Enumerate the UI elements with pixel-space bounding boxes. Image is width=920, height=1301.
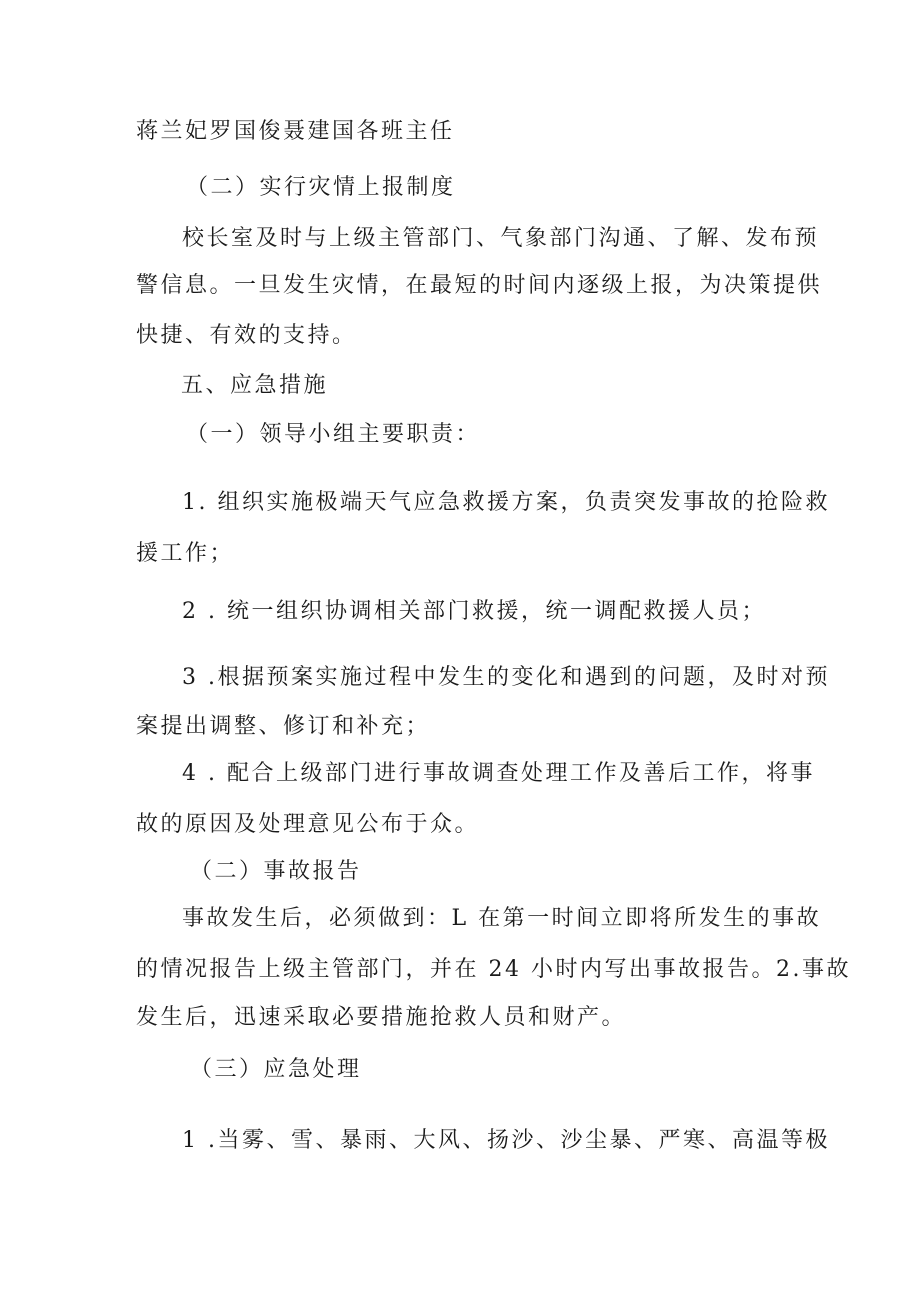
subsection-heading-emergency-handling: （三）应急处理 xyxy=(190,1057,362,1082)
list-item-line: 2 . 统一组织协调相关部门救援，统一调配救援人员； xyxy=(182,599,766,624)
subsection-heading-accident-report: （二）事故报告 xyxy=(190,859,362,884)
list-item-line: 援工作； xyxy=(136,541,235,566)
paragraph-line: 发生后，迅速采取必要措施抢救人员和财产。 xyxy=(136,1005,627,1030)
paragraph-line: 校长室及时与上级主管部门、气象部门沟通、了解、发布预 xyxy=(182,226,820,251)
list-item-line: 故的原因及处理意见公布于众。 xyxy=(136,812,480,837)
section-heading-disaster-reporting: （二）实行灾情上报制度 xyxy=(186,175,456,200)
section-heading-emergency-measures: 五、应急措施 xyxy=(181,373,329,398)
list-item-line: 1 .当雾、雪、暴雨、大风、扬沙、沙尘暴、严寒、高温等极 xyxy=(182,1128,830,1153)
subsection-heading-leadership-duties: （一）领导小组主要职责： xyxy=(186,422,481,447)
list-item-line: 4 . 配合上级部门进行事故调查处理工作及善后工作，将事 xyxy=(182,761,815,786)
responsible-persons-line: 蒋兰妃罗国俊聂建国各班主任 xyxy=(136,119,455,144)
paragraph-line: 快捷、有效的支持。 xyxy=(136,323,357,348)
list-item-line: 1. 组织实施极端天气应急救援方案，负责突发事故的抢险救 xyxy=(182,490,830,515)
list-item-line: 3 .根据预案实施过程中发生的变化和遇到的问题，及时对预 xyxy=(182,665,830,690)
list-item-line: 案提出调整、修订和补充； xyxy=(136,714,431,739)
paragraph-line: 事故发生后，必须做到：L 在第一时间立即将所发生的事故 xyxy=(182,906,822,931)
paragraph-line: 警信息。一旦发生灾情，在最短的时间内逐级上报，为决策提供 xyxy=(136,273,823,298)
paragraph-line: 的情况报告上级主管部门，并在 24 小时内写出事故报告。2.事故 xyxy=(136,957,851,982)
